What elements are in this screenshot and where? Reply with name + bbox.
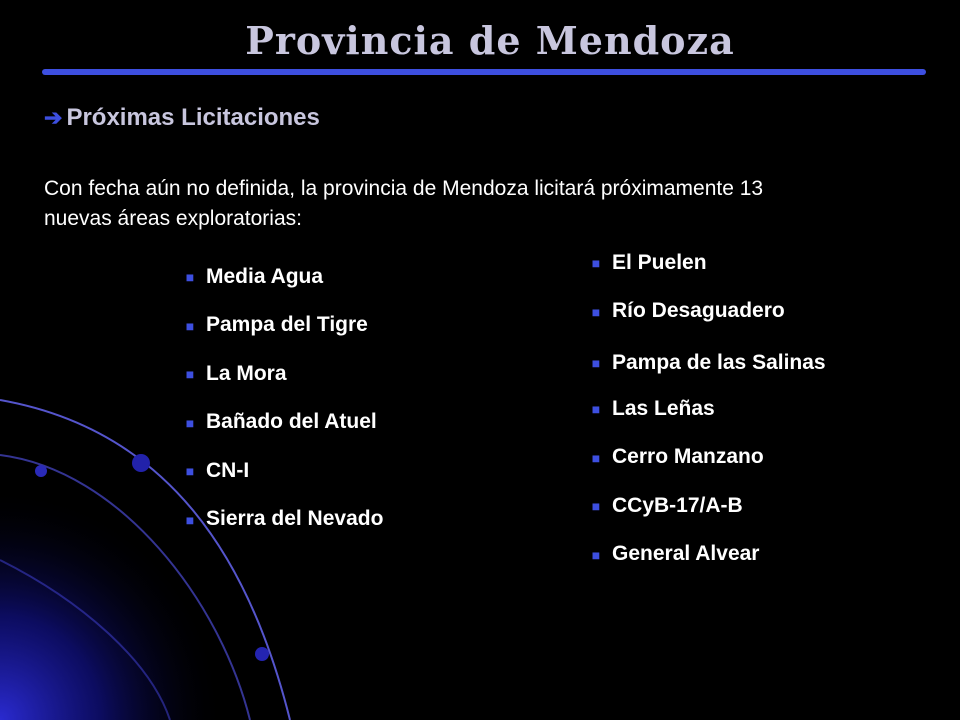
square-bullet-icon: ■ <box>185 463 195 480</box>
list-item: ■ Cerro Manzano <box>580 445 880 469</box>
square-bullet-icon: ■ <box>185 511 195 528</box>
list-item: ■ La Mora <box>174 362 383 386</box>
square-bullet-icon: ■ <box>591 449 601 466</box>
list-item: ■ Río Desaguadero <box>580 299 880 323</box>
square-bullet-icon: ■ <box>185 414 195 431</box>
list-item: ■ Pampa del Tigre <box>174 313 383 337</box>
square-bullet-icon: ■ <box>185 366 195 383</box>
right-area-list <box>580 251 880 591</box>
square-bullet-icon: ■ <box>591 303 601 320</box>
list-item: ■ Media Agua <box>174 265 383 289</box>
list-item: ■ Las Leñas <box>580 397 880 421</box>
square-bullet-icon: ■ <box>591 498 601 515</box>
square-bullet-icon: ■ <box>591 354 601 371</box>
section-heading <box>44 104 320 132</box>
title-underline <box>42 69 926 75</box>
list-item: ■ Pampa de las Salinas <box>580 348 880 378</box>
list-item: ■ Bañado del Atuel <box>174 410 383 434</box>
list-item: ■ General Alvear <box>580 542 880 566</box>
list-item: ■ El Puelen <box>580 251 880 275</box>
left-area-list <box>174 265 383 556</box>
square-bullet-icon: ■ <box>185 269 195 286</box>
square-bullet-icon: ■ <box>591 546 601 563</box>
list-item: ■ CCyB-17/A-B <box>580 494 880 518</box>
square-bullet-icon: ■ <box>591 401 601 418</box>
square-bullet-icon: ■ <box>591 255 601 272</box>
list-item: ■ Sierra del Nevado <box>174 507 383 531</box>
list-item: ■ CN-I <box>174 459 383 483</box>
square-bullet-icon: ■ <box>185 317 195 334</box>
slide-title: Provincia de Mendoza <box>245 18 735 63</box>
arrow-right-icon: ➔ <box>44 105 63 130</box>
section-heading-label: Próximas Licitaciones <box>66 104 320 131</box>
intro-paragraph: Con fecha aún no definida, la provincia de Mendoza licitará próximamente 13 nuevas áreas exploratorias: <box>44 177 764 230</box>
